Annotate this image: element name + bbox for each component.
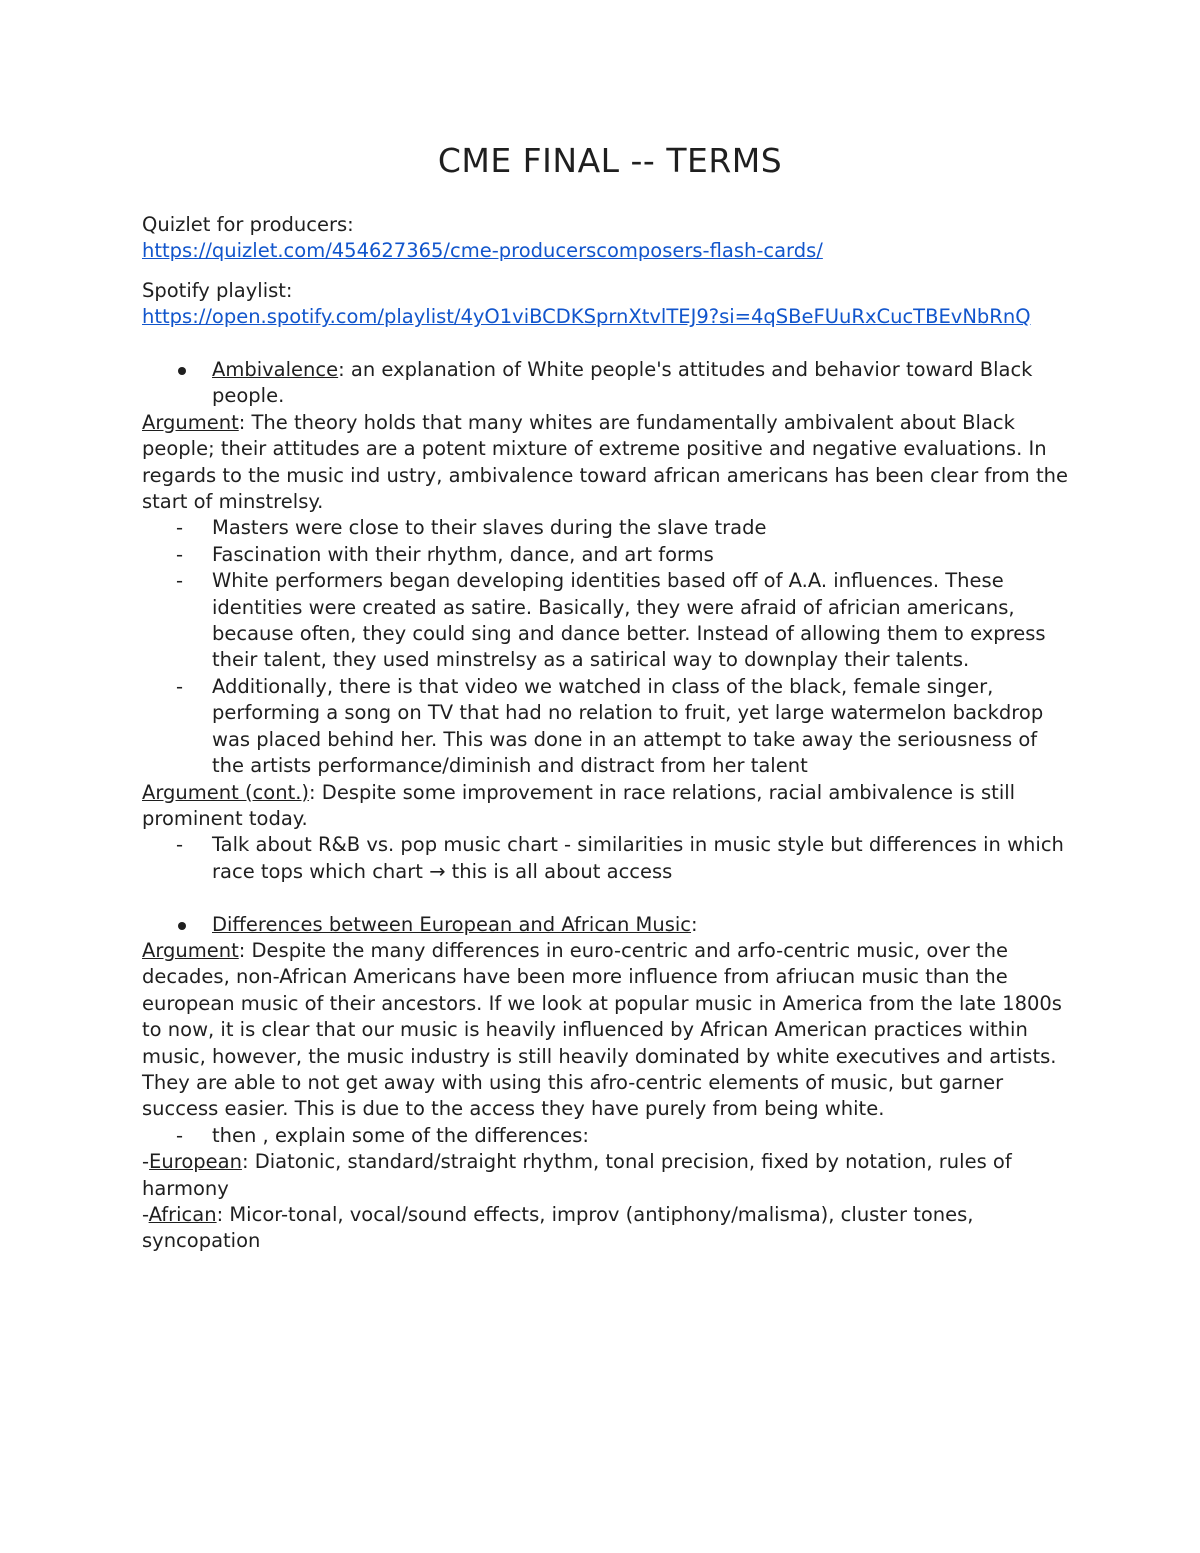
spacer: [142, 265, 1070, 278]
european-prefix: -: [142, 1150, 150, 1174]
term-differences-title: Differences between European and African Music: [212, 912, 692, 936]
african-line: [142, 1202, 1070, 1255]
list-item: - Masters were close to their slaves during the slave trade: [142, 515, 1070, 541]
quizlet-link-line: [142, 238, 1070, 264]
european-label: European: [149, 1150, 242, 1174]
african-text: : Micor-tonal, vocal/sound effects, improv (antiphony/malisma), cluster tones, syncopation: [142, 1203, 974, 1253]
list-item: - Fascination with their rhythm, dance, and art forms: [142, 542, 1070, 568]
term-ambivalence-definition: : an explanation of White people's attitudes and behavior toward Black people.: [212, 358, 1033, 408]
term-list-differences: [142, 912, 1070, 938]
list-item: - then , explain some of the differences:: [142, 1123, 1070, 1149]
term-differences-suffix: :: [691, 912, 698, 936]
ambivalence-points: [142, 515, 1070, 779]
argument-cont-text: : Despite some improvement in race relations, racial ambivalence is still prominent today.: [142, 780, 1016, 830]
ambivalence-points-2: [142, 832, 1070, 885]
list-item: - White performers began developing identities based off of A.A. influences. These identities were created as satire. Basically, they were afraid of africian americans, because often, they could sing and dance better. Instead of allowing them to express their talent, they used minstrelsy as a satirical way to downplay their talents.: [142, 568, 1070, 674]
ambivalence-argument: [142, 410, 1070, 516]
argument-label: Argument: [142, 410, 239, 434]
quizlet-label: Quizlet for producers:: [142, 213, 354, 236]
african-prefix: -: [142, 1203, 149, 1226]
spacer: [142, 885, 1070, 911]
list-item: - Talk about R&B vs. pop music chart - similarities in music style but differences in which race tops which chart → this is all about access: [142, 832, 1070, 885]
african-label: African: [148, 1203, 217, 1226]
european-text: : Diatonic, standard/straight rhythm, tonal precision, fixed by notation, rules of harmony: [142, 1150, 1012, 1200]
list-item: - Additionally, there is that video we watched in class of the black, female singer, performing a song on TV that had no relation to fruit, yet large watermelon backdrop was placed behind her. This was done in an attempt to take away the seriousness of the artists performance/diminish and distract from her talent: [142, 674, 1070, 780]
spotify-link-line: [142, 304, 1070, 330]
term-ambivalence: [142, 357, 1070, 410]
spotify-label: Spotify playlist:: [142, 278, 293, 302]
term-ambivalence-title: Ambivalence: [212, 358, 339, 382]
spotify-link[interactable]: https://open.spotify.com/playlist/4yO1viBCDKSprnXtvlTEJ9?si=4qSBeFUuRxCucTBEvNbRnQ: [142, 305, 1031, 329]
differences-points: [142, 1123, 1070, 1149]
european-line: [142, 1149, 1070, 1202]
differences-argument: [142, 938, 1070, 1123]
argument-text: : The theory holds that many whites are fundamentally ambivalent about Black people; their attitudes are a potent mixture of extreme positive and negative evaluations. In regards to the music ind ustry, ambivalence toward african americans has been clear from the start of minstrelsy.: [142, 410, 1068, 514]
term-differences: [142, 912, 1070, 938]
argument-text: : Despite the many differences in euro-centric and arfo-centric music, over the decades, non-African Americans have been more influence from afriucan music than the european music of their ancestors. If we look at popular music in America from the late 1800s to now, it is clear that our music is heavily influenced by African American practices within music, however, the music industry is still heavily dominated by white executives and artists. They are able to not get away with using this afro-centric elements of music, but garner success easier. This is due to the access they have purely from being white.: [142, 938, 1062, 1121]
spacer: [142, 331, 1070, 357]
argument-label: Argument: [142, 938, 239, 962]
term-list-ambivalence: [142, 357, 1070, 410]
argument-cont-label: Argument (cont.): [142, 780, 310, 804]
ambivalence-argument-cont: [142, 780, 1070, 833]
page-title: CME FINAL -- TERMS: [437, 141, 783, 180]
quizlet-link[interactable]: https://quizlet.com/454627365/cme-producerscomposers-flash-cards/: [142, 239, 823, 263]
